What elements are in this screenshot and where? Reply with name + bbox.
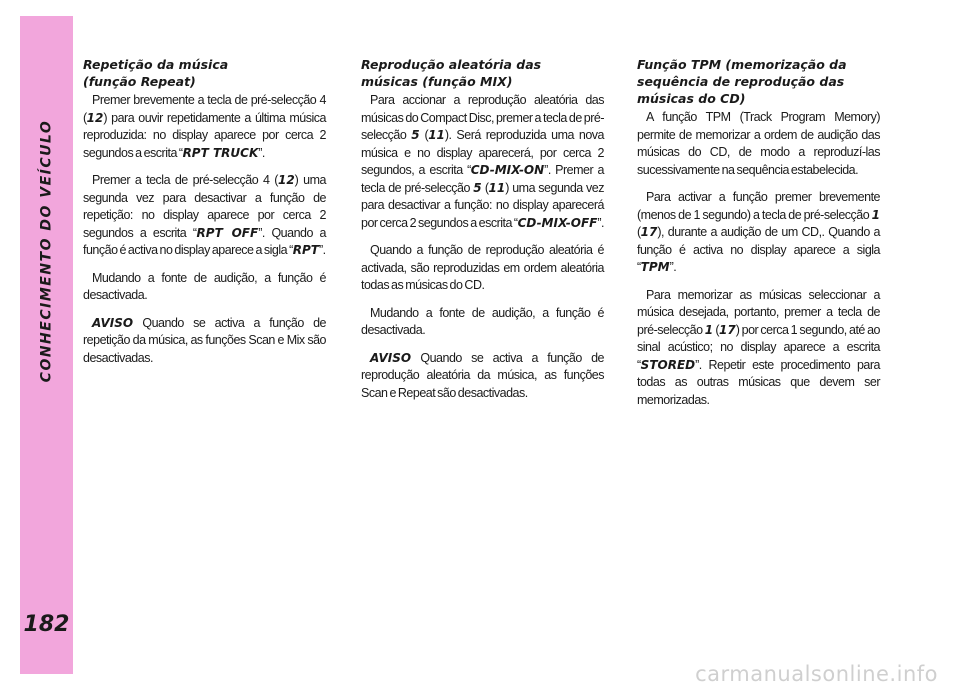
paragraph: Mudando a fonte de audição, a função é desactivada.	[361, 305, 604, 337]
watermark: carmanualsonline.info	[695, 662, 938, 686]
section-repeat	[83, 56, 326, 377]
warning-note: AVISO Quando se activa a função de reprodução aleatória da música, as funções Scan e Repeat são desactivadas.	[361, 350, 604, 400]
warning-note: AVISO Quando se activa a função de repetição da música, as funções Scan e Mix são desactivadas.	[83, 315, 326, 365]
paragraph: Para memorizar as músicas seleccionar a música desejada, portanto, premer a tecla de pré-selecção 1 (17) por cerca 1 segundo, até ao sinal acústico; no display aparece a escrita “STORED”. Repetir este procedimento para todas as outras músicas que devem ser memorizadas.	[637, 287, 880, 407]
section-heading-tpm: Função TPM (memorização da sequência de reprodução das músicas do CD)	[637, 57, 847, 106]
chapter-title-wrap	[20, 16, 73, 486]
page-number: 182	[23, 612, 70, 637]
warning-label: AVISO	[92, 315, 134, 330]
chapter-title: CONHECIMENTO DO VEÍCULO	[38, 119, 55, 383]
paragraph: Mudando a fonte de audição, a função é desactivada.	[83, 270, 326, 302]
section-mix	[361, 56, 604, 412]
section-heading-repeat: Repetição da música (função Repeat)	[83, 57, 229, 89]
section-heading-mix: Reprodução aleatória das músicas (função MIX)	[361, 57, 542, 89]
paragraph: Para activar a função premer brevemente (menos de 1 segundo) a tecla de pré-selecção 1 (17), durante a audição de um CD,. Quando a função é activa no display aparece a sigla “TPM”.	[637, 190, 880, 274]
paragraph: A função TPM (Track Program Memory) permite de memorizar a ordem de audição das músicas do CD, de modo a reproduzí-las sucessivamente na sequência estabelecida.	[637, 110, 880, 177]
paragraph: Quando a função de reprodução aleatória é activada, são reproduzidas em ordem aleatória todas as músicas do CD.	[361, 243, 604, 292]
chapter-sidebar	[20, 16, 73, 674]
paragraph: Premer a tecla de pré-selecção 4 (12) uma segunda vez para desactivar a função de repetição: no display aparece por cerca 2 segundos a escrita “RPT OFF”. Quando a função é activa no display aparece a sigla “RPT”.	[83, 173, 327, 257]
warning-label: AVISO	[370, 350, 412, 365]
paragraph: Premer brevemente a tecla de pré-selecção 4 (12) para ouvir repetidamente a última música reproduzida: no display aparece por cerca 2 segundos a escrita “RPT TRUCK”.	[83, 93, 326, 160]
section-tpm	[637, 56, 880, 419]
paragraph: Para accionar a reprodução aleatória das músicas do Compact Disc, premer a tecla de pré-selecção 5 (11). Será reproduzida uma nova música e no display aparecerá, por cerca 2 segundos, a escrita “CD-MIX-ON”. Premer a tecla de pré-selecção 5 (11) uma segunda vez para desactivar a função: no display aparecerá por cerca 2 segundos a escrita “CD-MIX-OFF”.	[361, 93, 604, 230]
